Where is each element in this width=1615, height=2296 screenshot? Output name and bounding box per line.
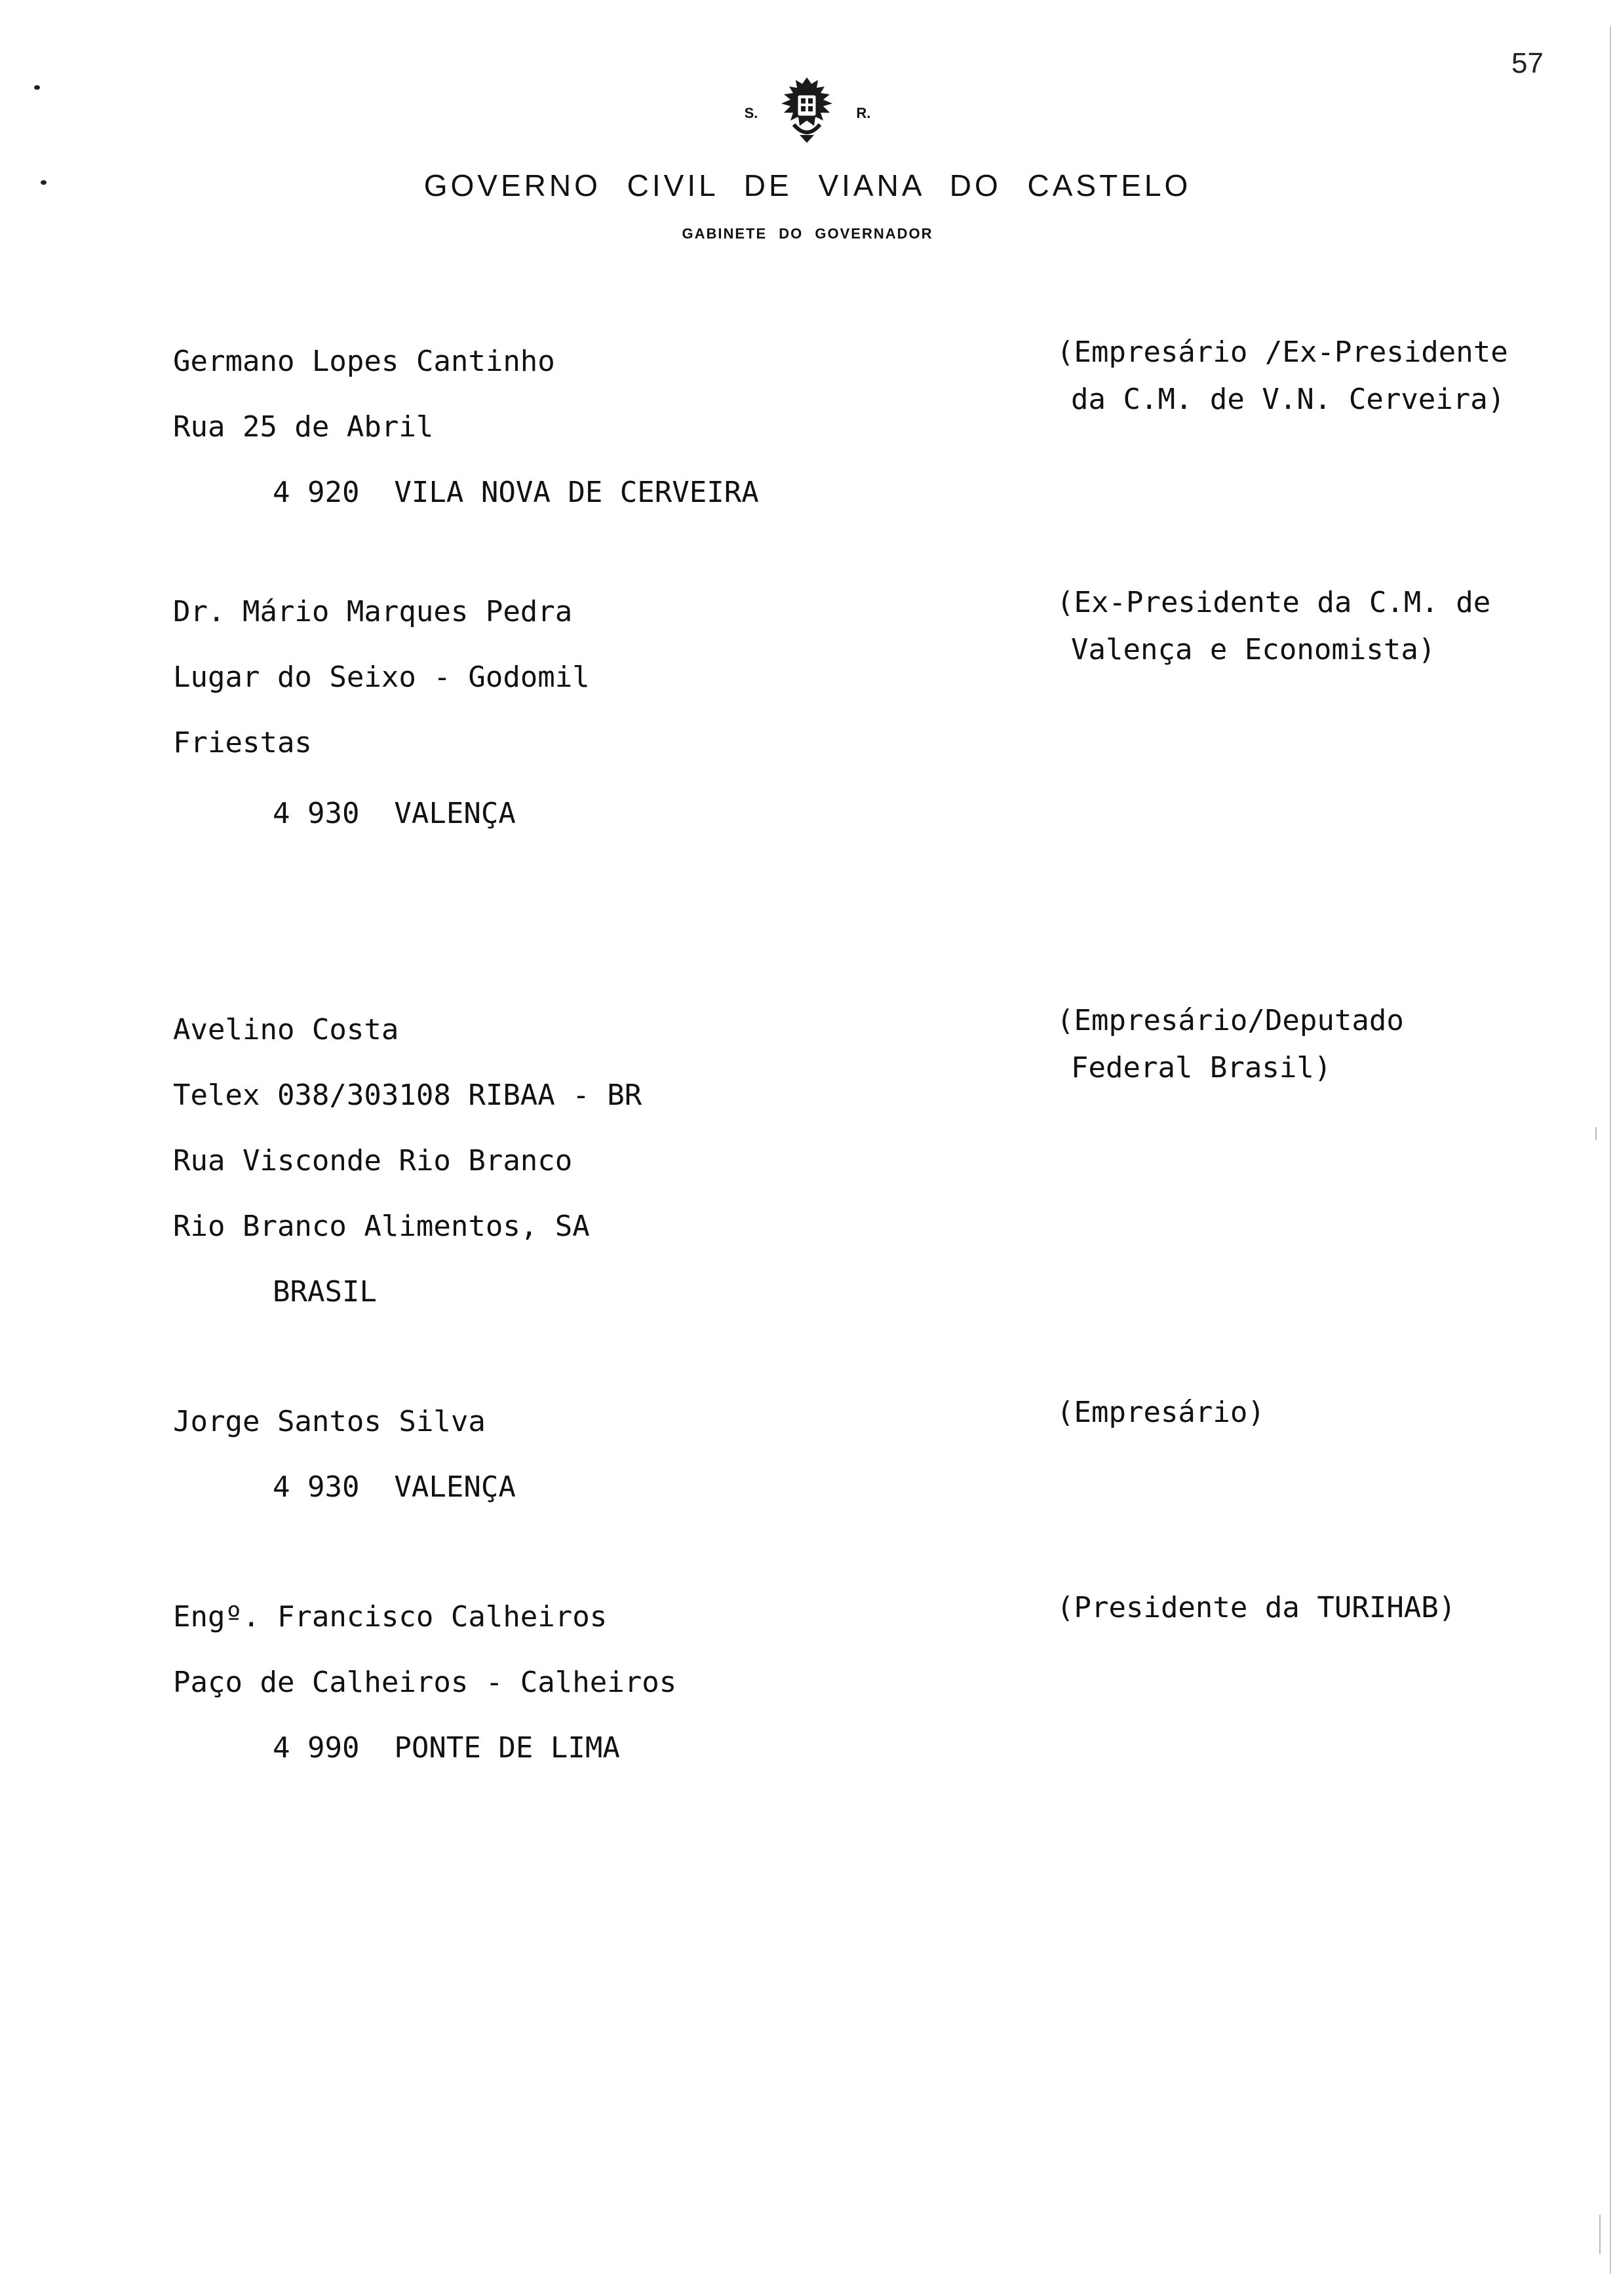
address-block xyxy=(173,1584,1025,1781)
contact-name: Germano Lopes Cantinho xyxy=(173,345,555,378)
scan-edge-line xyxy=(1610,26,1611,2274)
role-note xyxy=(1057,1584,1555,1632)
crest-left-letter: S. xyxy=(744,105,758,121)
contact-name: Jorge Santos Silva xyxy=(173,1405,486,1438)
postal-line: 4 930 VALENÇA xyxy=(273,1470,516,1504)
role-line: (Presidente da TURIHAB) xyxy=(1057,1591,1456,1624)
role-line: (Empresário) xyxy=(1057,1396,1265,1429)
address-line: Paço de Calheiros - Calheiros xyxy=(173,1666,677,1699)
crest-row xyxy=(0,73,1615,145)
postal-line: 4 990 PONTE DE LIMA xyxy=(273,1731,620,1765)
address-line: Rua Visconde Rio Branco xyxy=(173,1144,573,1177)
role-note xyxy=(1057,1389,1555,1436)
contact-name: Avelino Costa xyxy=(173,1013,399,1046)
address-line: Telex 038/303108 RIBAA - BR xyxy=(173,1079,642,1112)
postal-line: 4 930 VALENÇA xyxy=(273,797,516,830)
address-block xyxy=(173,579,1025,852)
country-line: BRASIL xyxy=(273,1275,377,1309)
crest-right-letter: R. xyxy=(856,105,871,121)
role-note xyxy=(1057,329,1555,423)
organization-title: GOVERNO CIVIL DE VIANA DO CASTELO xyxy=(423,168,1192,202)
role-line: (Empresário /Ex-Presidente xyxy=(1057,335,1508,369)
contact-name: Dr. Mário Marques Pedra xyxy=(173,595,573,628)
postal-line: 4 920 VILA NOVA DE CERVEIRA xyxy=(273,476,759,509)
address-line: Friestas xyxy=(173,726,312,759)
address-block xyxy=(173,329,1025,526)
role-line: Valença e Economista) xyxy=(1071,633,1436,666)
address-line: Rio Branco Alimentos, SA xyxy=(173,1210,590,1243)
page-number: 57 xyxy=(1511,47,1544,79)
organization-subtitle: GABINETE DO GOVERNADOR xyxy=(682,225,933,242)
address-block xyxy=(173,997,1025,1325)
scan-edge-mark xyxy=(1599,2215,1601,2254)
scan-edge-mark xyxy=(1595,1127,1597,1140)
role-line: (Ex-Presidente da C.M. de xyxy=(1057,586,1491,619)
role-line: Federal Brasil) xyxy=(1071,1051,1332,1084)
address-line: Lugar do Seixo - Godomil xyxy=(173,660,590,694)
role-line: (Empresário/Deputado xyxy=(1057,1004,1404,1037)
address-block xyxy=(173,1389,1025,1520)
contact-name: Engº. Francisco Calheiros xyxy=(173,1600,608,1634)
address-line: Rua 25 de Abril xyxy=(173,410,434,444)
letterhead xyxy=(0,73,1615,242)
role-line: da C.M. de V.N. Cerveira) xyxy=(1071,383,1506,416)
coat-of-arms-icon xyxy=(771,75,843,145)
role-note xyxy=(1057,997,1555,1092)
role-note xyxy=(1057,579,1555,674)
